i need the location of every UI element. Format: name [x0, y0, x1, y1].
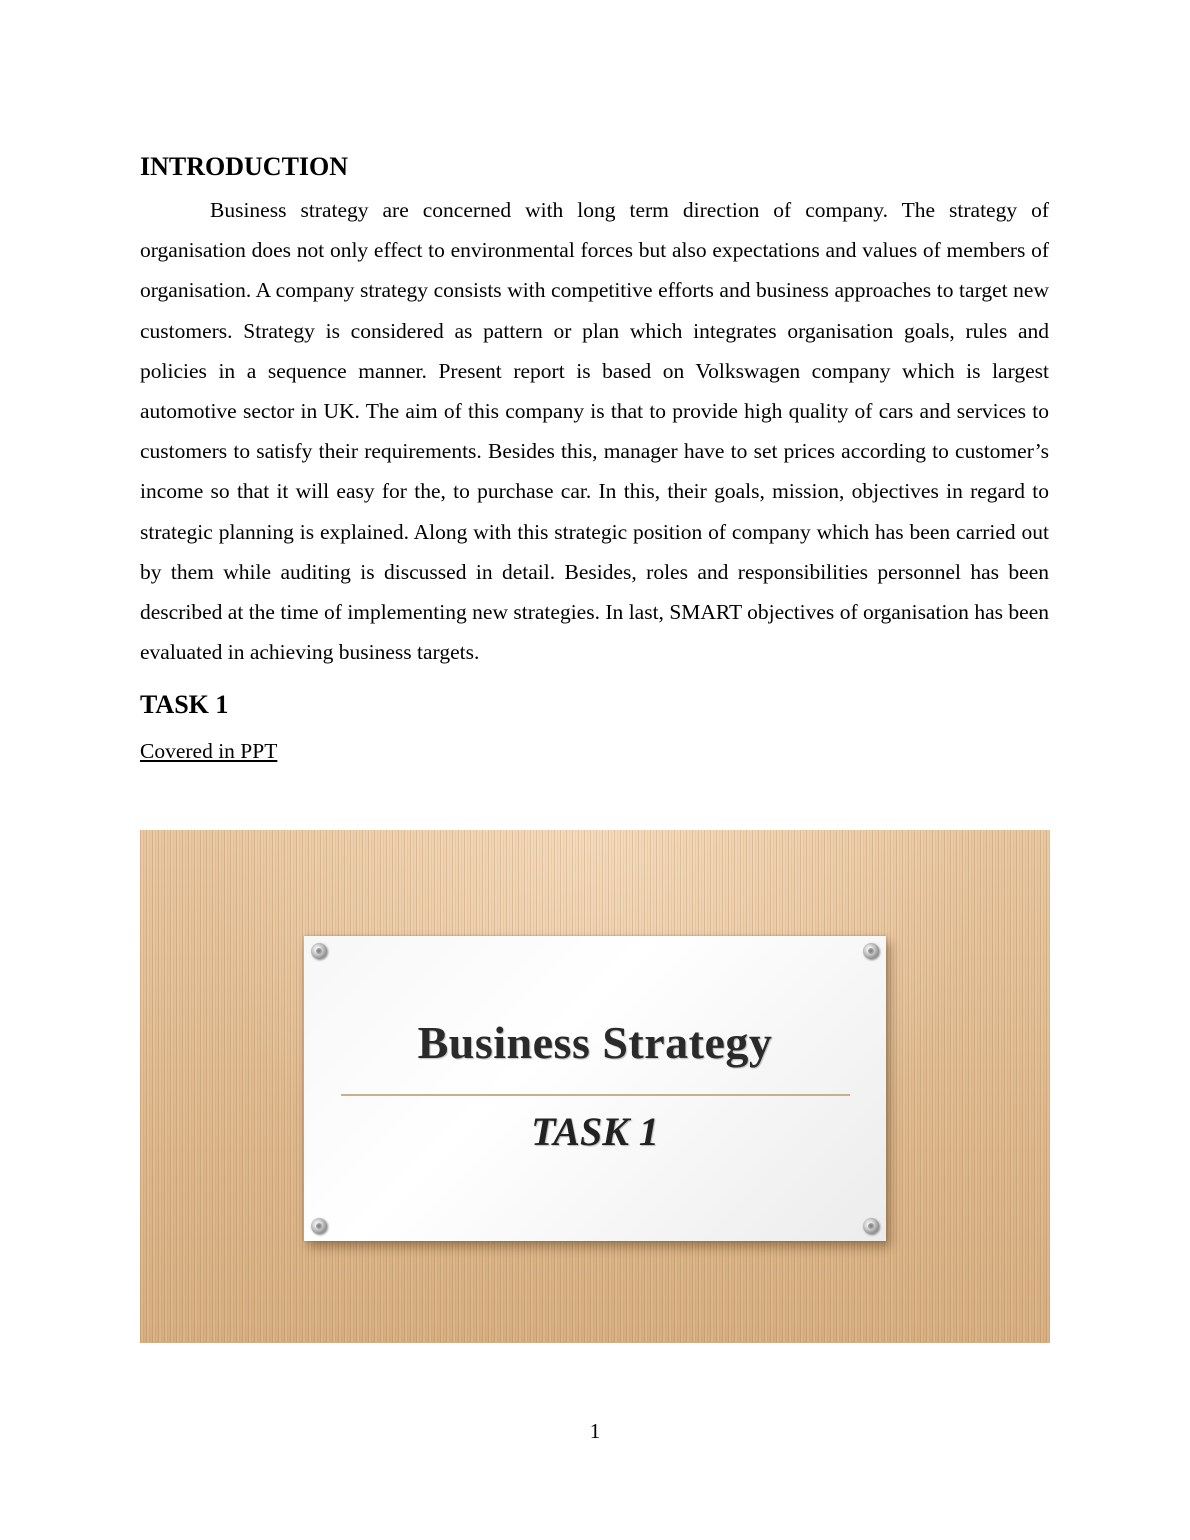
page-content — [140, 150, 1049, 766]
task1-heading: TASK 1 — [140, 690, 229, 720]
slide-divider — [341, 1094, 850, 1096]
screw-icon — [311, 943, 327, 959]
slide-title: Business Strategy — [417, 1017, 773, 1068]
introduction-heading: INTRODUCTION — [140, 152, 349, 181]
page-number: 1 — [589, 1419, 601, 1443]
screw-icon — [863, 1218, 879, 1234]
slide-placard — [304, 936, 886, 1241]
screw-icon — [311, 1218, 327, 1234]
slide-subtitle: TASK 1 — [531, 1109, 659, 1154]
slide-thumbnail-image — [140, 830, 1050, 1343]
covered-in-ppt-text: Covered in PPT — [140, 739, 278, 764]
introduction-paragraph: Business strategy are concerned with long term direction of company. The strategy of organisation does not only effect to environmental forces but also expectations and values of members of organisation. A company strategy consists with competitive efforts and business approaches to target new customers. Strategy is considered as pattern or plan which integrates organisation goals, rules and policies in a sequence manner. Present report is based on Volkswagen company which is largest automotive sector in UK. The aim of this company is that to provide high quality of cars and services to customers to satisfy their requirements. Besides this, manager have to set prices according to customer’s income so that it will easy for the, to purchase car. In this, their goals, mission, objectives in regard to strategic planning is explained. Along with this strategic position of company which has been carried out by them while auditing is discussed in detail. Besides, roles and responsibilities personnel has been described at the time of implementing new strategies. In last, SMART objectives of organisation has been evaluated in achieving business targets. — [140, 198, 1049, 665]
screw-icon — [863, 943, 879, 959]
